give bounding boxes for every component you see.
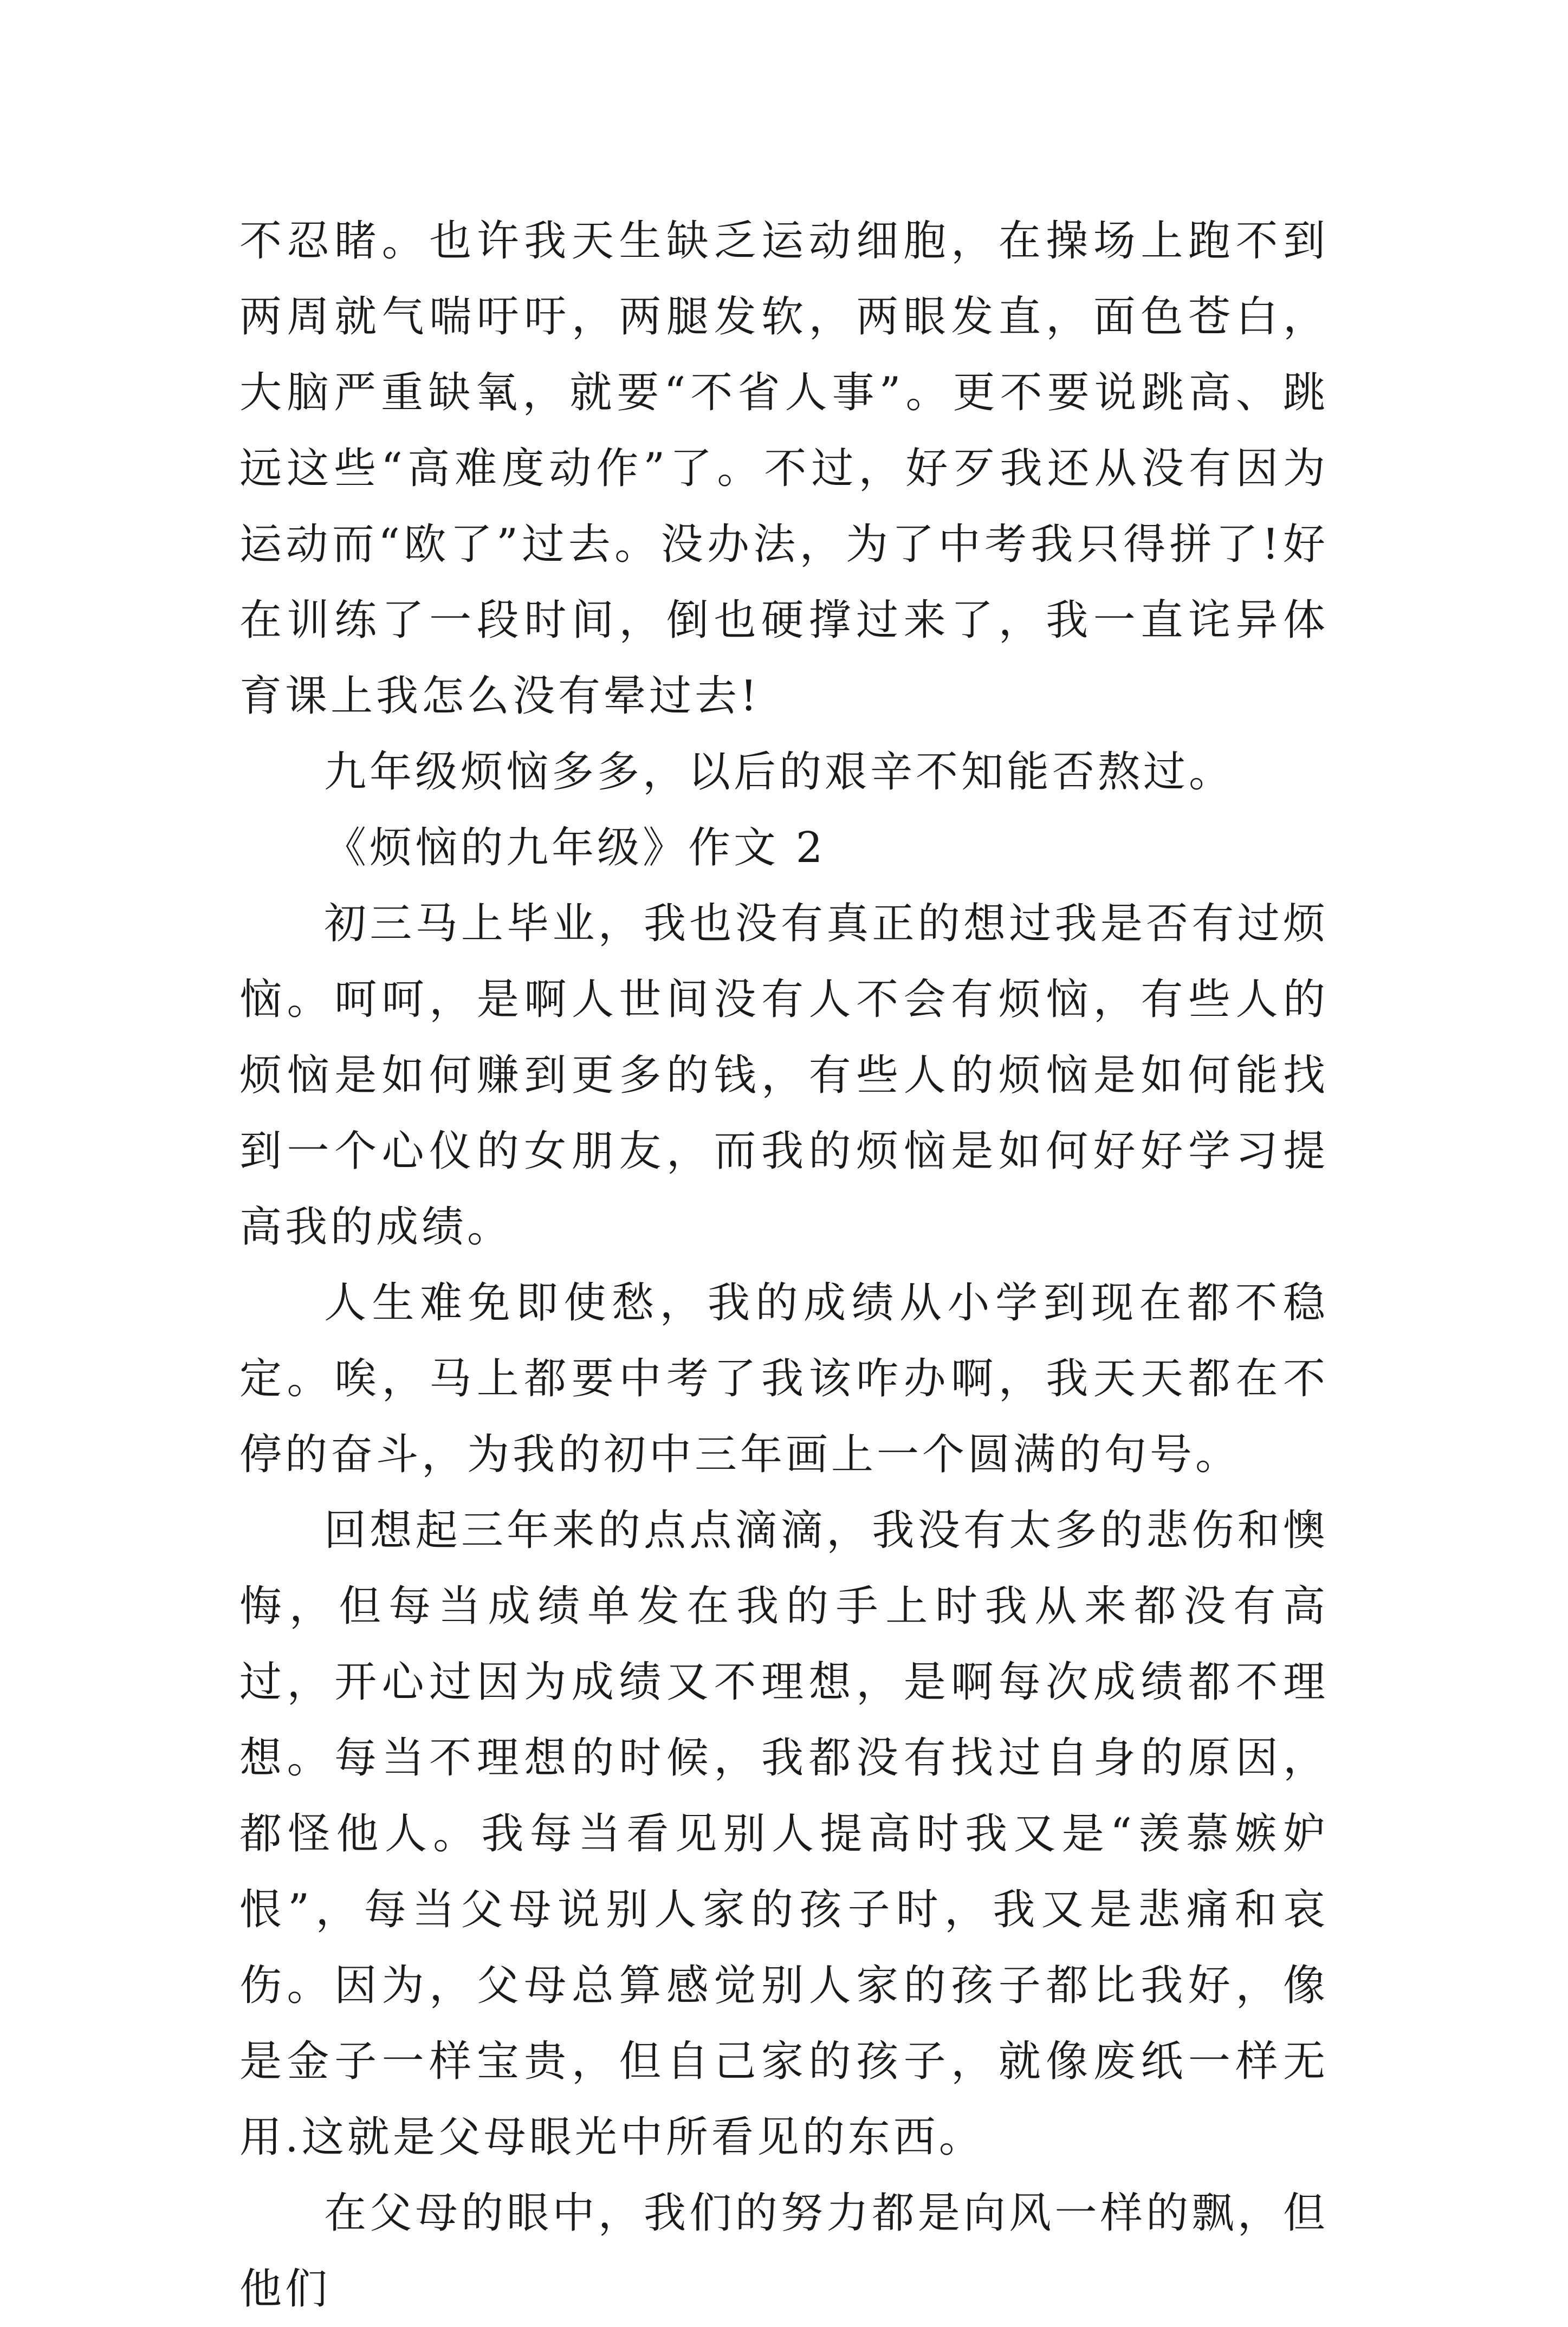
- paragraph-sports: 不忍睹。也许我天生缺乏运动细胞，在操场上跑不到两周就气喘吁吁，两腿发软，两眼发直，面色苍白，大脑严重缺氧，就要“不省人事”。更不要说跳高、跳远这些“高难度动作”了。不过，好歹我还从没有因为运动而“欧了”过去。没办法，为了中考我只得拼了!好在训练了一段时间，倒也硬撑过来了，我一直诧异体育课上我怎么没有晕过去!: [239, 217, 1329, 721]
- paragraph-reflection: 回想起三年来的点点滴滴，我没有太多的悲伤和懊悔，但每当成绩单发在我的手上时我从来都没有高过，开心过因为成绩又不理想，是啊每次成绩都不理想。每当不理想的时候，我都没有找过自身的原因，都怪他人。我每当看见别人提高时我又是“羡慕嫉妒恨”，每当父母说别人家的孩子时，我又是悲痛和哀伤。因为，父母总算感觉别人家的孩子都比我好，像是金子一样宝贵，但自己家的孩子，就像废纸一样无用.这就是父母眼光中所看见的东西。: [239, 1506, 1329, 2162]
- paragraph-worries-summary: 九年级烦恼多多，以后的艰辛不知能否熬过。: [324, 748, 1235, 796]
- essay-body: [239, 203, 1329, 2327]
- paragraph-parents: 在父母的眼中，我们的努力都是向风一样的飘，但他们: [239, 2189, 1329, 2313]
- paragraph-graduation: 初三马上毕业，我也没有真正的想过我是否有过烦恼。呵呵，是啊人世间没有人不会有烦恼，有些人的烦恼是如何赚到更多的钱，有些人的烦恼是如何能找到一个心仪的女朋友，而我的烦恼是如何好好学习提高我的成绩。: [239, 899, 1329, 1252]
- essay-title-2: 《烦恼的九年级》作文 2: [324, 824, 826, 872]
- paragraph-grades: 人生难免即使愁，我的成绩从小学到现在都不稳定。唉，马上都要中考了我该咋办啊，我天天都在不停的奋斗，为我的初中三年画上一个圆满的句号。: [239, 1279, 1329, 1479]
